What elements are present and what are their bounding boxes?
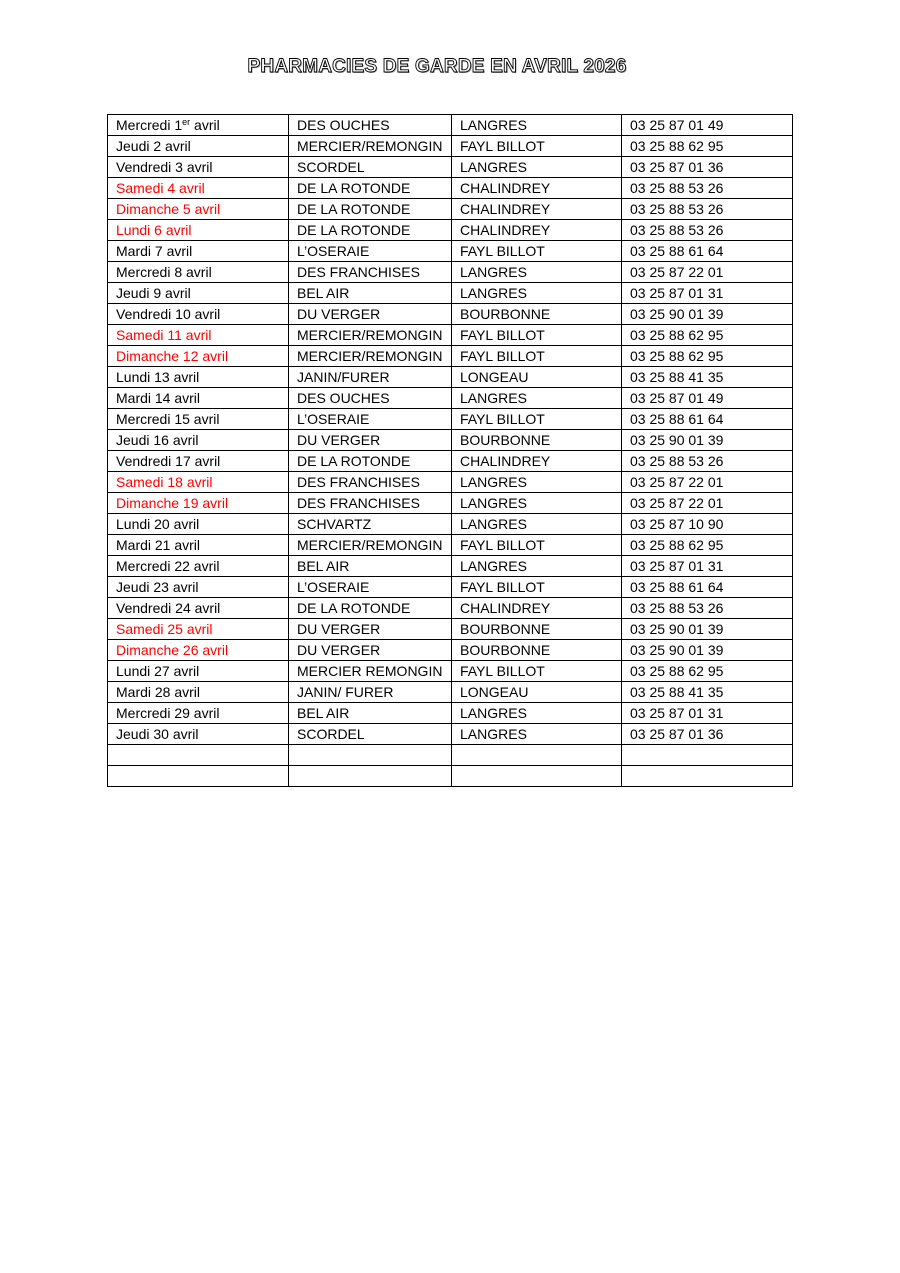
phone-cell: 03 25 88 61 64 <box>622 241 793 262</box>
city-cell: FAYL BILLOT <box>452 661 622 682</box>
phone-cell: 03 25 87 22 01 <box>622 493 793 514</box>
table-row <box>108 220 793 241</box>
phone-cell: 03 25 87 22 01 <box>622 262 793 283</box>
phone-cell <box>622 766 793 787</box>
date-cell: Mardi 7 avril <box>108 241 289 262</box>
phone-cell: 03 25 87 01 49 <box>622 388 793 409</box>
pharmacy-cell: DU VERGER <box>289 304 452 325</box>
pharmacy-cell: BEL AIR <box>289 703 452 724</box>
city-cell: FAYL BILLOT <box>452 325 622 346</box>
table-row <box>108 136 793 157</box>
pharmacy-cell: SCORDEL <box>289 724 452 745</box>
duty-pharmacy-table <box>107 114 793 787</box>
table-row <box>108 157 793 178</box>
pharmacy-cell: DES FRANCHISES <box>289 262 452 283</box>
city-cell: LANGRES <box>452 703 622 724</box>
pharmacy-cell: MERCIER/REMONGIN <box>289 136 452 157</box>
table-row <box>108 472 793 493</box>
pharmacy-cell: DES FRANCHISES <box>289 472 452 493</box>
table-row <box>108 535 793 556</box>
date-cell <box>108 766 289 787</box>
pharmacy-cell: DU VERGER <box>289 430 452 451</box>
city-cell: FAYL BILLOT <box>452 535 622 556</box>
phone-cell: 03 25 90 01 39 <box>622 640 793 661</box>
city-cell: LANGRES <box>452 724 622 745</box>
date-cell: Lundi 20 avril <box>108 514 289 535</box>
date-cell: Jeudi 9 avril <box>108 283 289 304</box>
phone-cell: 03 25 88 62 95 <box>622 136 793 157</box>
date-cell <box>108 745 289 766</box>
date-cell: Samedi 18 avril <box>108 472 289 493</box>
phone-cell: 03 25 87 01 31 <box>622 556 793 577</box>
date-cell: Vendredi 10 avril <box>108 304 289 325</box>
city-cell: CHALINDREY <box>452 199 622 220</box>
date-cell: Mercredi 1er avril <box>108 115 289 136</box>
city-cell: LANGRES <box>452 514 622 535</box>
phone-cell: 03 25 88 53 26 <box>622 199 793 220</box>
date-cell: Lundi 27 avril <box>108 661 289 682</box>
phone-cell: 03 25 90 01 39 <box>622 619 793 640</box>
table-row <box>108 304 793 325</box>
phone-cell: 03 25 87 01 36 <box>622 724 793 745</box>
phone-cell: 03 25 88 41 35 <box>622 367 793 388</box>
table-row <box>108 514 793 535</box>
table-row <box>108 283 793 304</box>
date-cell: Mercredi 8 avril <box>108 262 289 283</box>
phone-cell: 03 25 88 53 26 <box>622 220 793 241</box>
date-cell: Vendredi 24 avril <box>108 598 289 619</box>
city-cell: FAYL BILLOT <box>452 577 622 598</box>
date-cell: Lundi 13 avril <box>108 367 289 388</box>
date-cell: Samedi 25 avril <box>108 619 289 640</box>
table-row <box>108 430 793 451</box>
pharmacy-cell: MERCIER/REMONGIN <box>289 325 452 346</box>
pharmacy-cell: BEL AIR <box>289 283 452 304</box>
city-cell: BOURBONNE <box>452 640 622 661</box>
date-cell: Jeudi 16 avril <box>108 430 289 451</box>
pharmacy-cell: SCHVARTZ <box>289 514 452 535</box>
pharmacy-cell <box>289 745 452 766</box>
phone-cell: 03 25 88 53 26 <box>622 451 793 472</box>
pharmacy-cell: DU VERGER <box>289 619 452 640</box>
phone-cell: 03 25 90 01 39 <box>622 430 793 451</box>
date-cell: Dimanche 5 avril <box>108 199 289 220</box>
phone-cell: 03 25 88 62 95 <box>622 346 793 367</box>
city-cell: CHALINDREY <box>452 220 622 241</box>
phone-cell: 03 25 88 41 35 <box>622 682 793 703</box>
city-cell: LANGRES <box>452 115 622 136</box>
phone-cell <box>622 745 793 766</box>
pharmacy-cell: DE LA ROTONDE <box>289 178 452 199</box>
table-row <box>108 703 793 724</box>
date-cell: Vendredi 3 avril <box>108 157 289 178</box>
table-row <box>108 367 793 388</box>
city-cell: LANGRES <box>452 262 622 283</box>
pharmacy-cell: JANIN/FURER <box>289 367 452 388</box>
table-row <box>108 325 793 346</box>
table-row <box>108 493 793 514</box>
pharmacy-cell: MERCIER REMONGIN <box>289 661 452 682</box>
city-cell: LANGRES <box>452 283 622 304</box>
pharmacy-cell: DES OUCHES <box>289 388 452 409</box>
table-row <box>108 388 793 409</box>
table-row <box>108 241 793 262</box>
table-row <box>108 682 793 703</box>
city-cell: FAYL BILLOT <box>452 346 622 367</box>
phone-cell: 03 25 88 53 26 <box>622 598 793 619</box>
date-cell: Dimanche 19 avril <box>108 493 289 514</box>
pharmacy-cell: MERCIER/REMONGIN <box>289 346 452 367</box>
phone-cell: 03 25 88 53 26 <box>622 178 793 199</box>
date-cell: Mercredi 15 avril <box>108 409 289 430</box>
phone-cell: 03 25 88 61 64 <box>622 577 793 598</box>
city-cell: BOURBONNE <box>452 430 622 451</box>
pharmacy-cell: MERCIER/REMONGIN <box>289 535 452 556</box>
pharmacy-cell: DE LA ROTONDE <box>289 199 452 220</box>
table-row <box>108 577 793 598</box>
city-cell: LANGRES <box>452 388 622 409</box>
date-cell: Mercredi 29 avril <box>108 703 289 724</box>
date-cell: Samedi 11 avril <box>108 325 289 346</box>
pharmacy-cell: L’OSERAIE <box>289 409 452 430</box>
city-cell: LONGEAU <box>452 367 622 388</box>
phone-cell: 03 25 87 01 49 <box>622 115 793 136</box>
date-cell: Vendredi 17 avril <box>108 451 289 472</box>
pharmacy-cell: L’OSERAIE <box>289 241 452 262</box>
date-cell: Samedi 4 avril <box>108 178 289 199</box>
table-row <box>108 451 793 472</box>
city-cell <box>452 745 622 766</box>
pharmacy-cell: DU VERGER <box>289 640 452 661</box>
table-row <box>108 178 793 199</box>
pharmacy-cell: DES FRANCHISES <box>289 493 452 514</box>
table-row <box>108 262 793 283</box>
phone-cell: 03 25 90 01 39 <box>622 304 793 325</box>
city-cell: LANGRES <box>452 493 622 514</box>
page-title: PHARMACIES DE GARDE EN AVRIL 2026 <box>247 56 627 77</box>
table-row <box>108 556 793 577</box>
city-cell: CHALINDREY <box>452 451 622 472</box>
phone-cell: 03 25 87 01 31 <box>622 703 793 724</box>
pharmacy-cell: JANIN/ FURER <box>289 682 452 703</box>
date-cell: Dimanche 12 avril <box>108 346 289 367</box>
phone-cell: 03 25 88 62 95 <box>622 535 793 556</box>
city-cell: CHALINDREY <box>452 178 622 199</box>
date-cell: Jeudi 2 avril <box>108 136 289 157</box>
city-cell: FAYL BILLOT <box>452 241 622 262</box>
date-cell: Mardi 14 avril <box>108 388 289 409</box>
phone-cell: 03 25 87 10 90 <box>622 514 793 535</box>
phone-cell: 03 25 87 01 36 <box>622 157 793 178</box>
table-row <box>108 661 793 682</box>
date-cell: Jeudi 30 avril <box>108 724 289 745</box>
city-cell: BOURBONNE <box>452 619 622 640</box>
table-row <box>108 640 793 661</box>
city-cell: LANGRES <box>452 556 622 577</box>
pharmacy-cell <box>289 766 452 787</box>
city-cell: LONGEAU <box>452 682 622 703</box>
phone-cell: 03 25 87 01 31 <box>622 283 793 304</box>
date-cell: Dimanche 26 avril <box>108 640 289 661</box>
pharmacy-cell: DES OUCHES <box>289 115 452 136</box>
table-row <box>108 745 793 766</box>
date-cell: Mercredi 22 avril <box>108 556 289 577</box>
table-row <box>108 619 793 640</box>
table-row <box>108 346 793 367</box>
pharmacy-cell: DE LA ROTONDE <box>289 220 452 241</box>
date-cell: Lundi 6 avril <box>108 220 289 241</box>
table-row <box>108 766 793 787</box>
table-row <box>108 115 793 136</box>
table-row <box>108 409 793 430</box>
phone-cell: 03 25 88 62 95 <box>622 661 793 682</box>
city-cell: LANGRES <box>452 157 622 178</box>
date-cell: Mardi 28 avril <box>108 682 289 703</box>
table-row <box>108 598 793 619</box>
pharmacy-cell: DE LA ROTONDE <box>289 598 452 619</box>
phone-cell: 03 25 88 61 64 <box>622 409 793 430</box>
pharmacy-cell: L’OSERAIE <box>289 577 452 598</box>
city-cell: FAYL BILLOT <box>452 409 622 430</box>
table-row <box>108 724 793 745</box>
phone-cell: 03 25 88 62 95 <box>622 325 793 346</box>
pharmacy-cell: DE LA ROTONDE <box>289 451 452 472</box>
city-cell: CHALINDREY <box>452 598 622 619</box>
date-cell: Jeudi 23 avril <box>108 577 289 598</box>
table-row <box>108 199 793 220</box>
city-cell: FAYL BILLOT <box>452 136 622 157</box>
city-cell <box>452 766 622 787</box>
phone-cell: 03 25 87 22 01 <box>622 472 793 493</box>
date-cell: Mardi 21 avril <box>108 535 289 556</box>
pharmacy-cell: BEL AIR <box>289 556 452 577</box>
city-cell: BOURBONNE <box>452 304 622 325</box>
city-cell: LANGRES <box>452 472 622 493</box>
table-body <box>108 115 793 787</box>
pharmacy-cell: SCORDEL <box>289 157 452 178</box>
